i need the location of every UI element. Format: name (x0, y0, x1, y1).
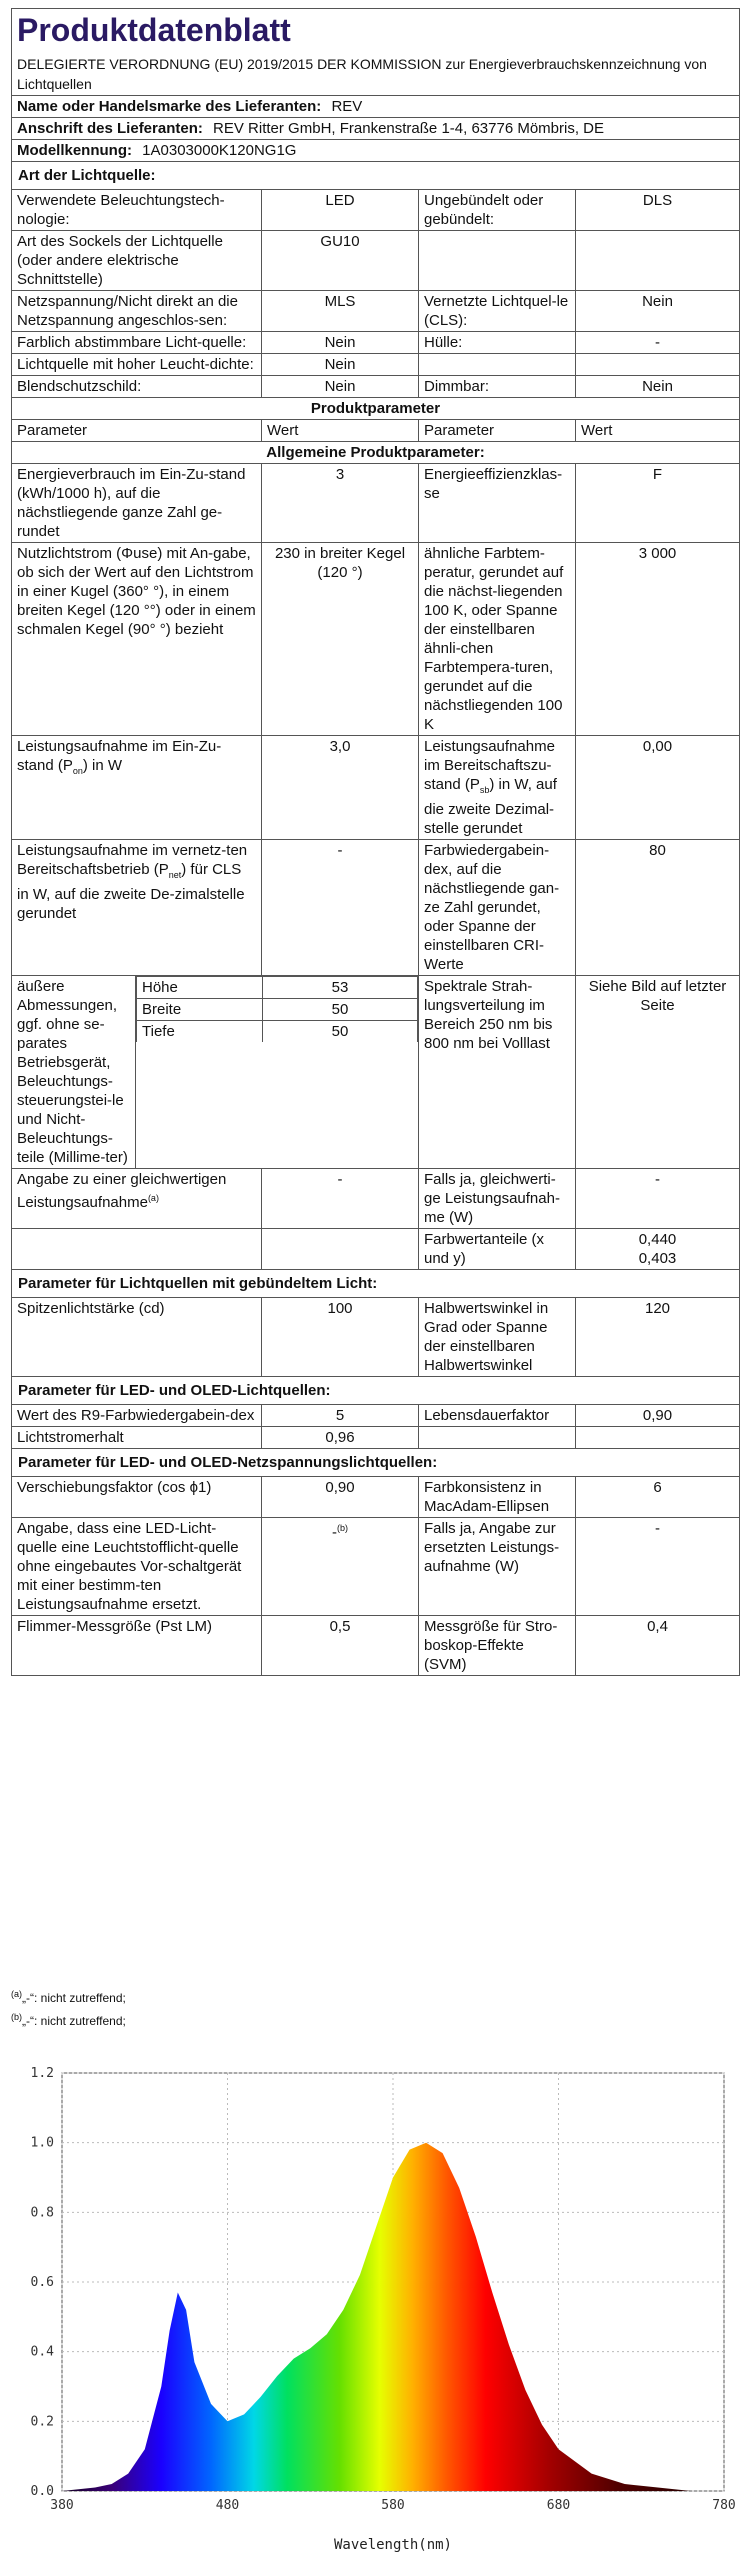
color-consistency-value: 6 (576, 1477, 740, 1518)
supplier-address-row (12, 118, 740, 140)
height-label: Höhe (137, 977, 263, 999)
lst-row (12, 332, 740, 354)
cct-label: ähnliche Farbtem-peratur, gerundet auf die nächst-liegenden 100 K, oder Spanne der einstellbaren ähnli-chen Farbtempera-turen, gerundet auf die nächstliegenden 100 K (419, 543, 576, 736)
lst-label-2 (419, 354, 576, 376)
spectral-distribution-value: Siehe Bild auf letzter Seite (576, 976, 740, 1169)
energy-class-value: F (576, 464, 740, 543)
lst-row (12, 231, 740, 291)
col-header-value-2: Wert (576, 420, 740, 442)
lst-label: Lichtquelle mit hoher Leucht-dichte: (12, 354, 262, 376)
lst-value: MLS (262, 291, 419, 332)
y-tick-label: 0.6 (30, 2275, 54, 2290)
depth-label: Tiefe (137, 1021, 263, 1043)
standby-power-value: 0,00 (576, 736, 740, 840)
lumen-maintenance-value: 0,96 (262, 1427, 419, 1449)
lst-value: Nein (262, 354, 419, 376)
lst-row (12, 376, 740, 398)
col-header-param-2: Parameter (419, 420, 576, 442)
x-tick-label: 480 (215, 2498, 240, 2513)
replacement-claim-value: -$^{(b)}$ (262, 1518, 419, 1616)
stroboscopic-value: 0,4 (576, 1616, 740, 1676)
lst-label: Art des Sockels der Lichtquelle (oder andere elektrische Schnittstelle) (12, 231, 262, 291)
replacement-claim-label: Angabe, dass eine LED-Licht-quelle eine Leuchtstofflicht-quelle ohne eingebautes Vor-schaltgerät mit einer bestimm-ten Leistungsaufnahme ersetzt. (12, 1518, 262, 1616)
lst-value-2: Nein (576, 291, 740, 332)
width-label: Breite (137, 999, 263, 1021)
product-params-heading: Produktparameter (12, 398, 740, 420)
displacement-factor-label: Verschiebungsfaktor (cos ϕ1) (12, 1477, 262, 1518)
r9-value: 5 (262, 1405, 419, 1427)
lst-value: Nein (262, 332, 419, 354)
footnote-b: $^{(b)}$„-“: nicht zutreffend; (11, 2012, 126, 2028)
lst-value-2 (576, 354, 740, 376)
model-value: 1A0303000K120NG1G (142, 142, 297, 159)
lst-label-2: Vernetzte Lichtquel-le (CLS): (419, 291, 576, 332)
x-axis-label: Wavelength(nm) (333, 2537, 453, 2553)
displacement-factor-value: 0,90 (262, 1477, 419, 1518)
supplier-name-value: REV (331, 98, 363, 115)
chromaticity-label: Farbwertanteile (x und y) (419, 1229, 576, 1270)
beam-angle-value: 120 (576, 1298, 740, 1377)
replacement-power-label: Falls ja, Angabe zur ersetzten Leistungs-aufnahme (W) (419, 1518, 576, 1616)
y-tick-label: 0.0 (30, 2484, 54, 2499)
chromaticity-x: 0,440 (638, 1231, 677, 1248)
lst-label-2 (419, 231, 576, 291)
dimensions-grid (136, 976, 419, 1169)
led-params-heading: Parameter für LED- und OLED-Lichtquellen: (12, 1377, 740, 1405)
col-header-value: Wert (262, 420, 419, 442)
width-value: 50 (263, 999, 418, 1021)
chromaticity-value (576, 1229, 740, 1270)
footnote-a: $^{(a)}$„-“: nicht zutreffend; (11, 1989, 126, 2005)
lst-value: LED (262, 190, 419, 231)
cri-value: 80 (576, 840, 740, 976)
lst-value-2 (576, 231, 740, 291)
power-on-label: Leistungsaufnahme im Ein-Zu-stand $(P_{on})$ in W (12, 736, 262, 840)
light-source-type-heading: Art der Lichtquelle: (12, 162, 740, 190)
energy-class-label: Energieeffizienzklas-se (419, 464, 576, 543)
col-header-param: Parameter (12, 420, 262, 442)
header-cell (12, 9, 740, 96)
flicker-value: 0,5 (262, 1616, 419, 1676)
x-tick-label: 380 (50, 2498, 74, 2513)
spectrum-chart (0, 2055, 751, 2560)
product-data-sheet (11, 8, 739, 1676)
lst-row (12, 291, 740, 332)
energy-consumption-value: 3 (262, 464, 419, 543)
standby-power-label: Leistungsaufnahme im Bereitschaftszu-stand $(P_{sb})$ in W, auf die zweite Dezimal-stelle gerundet (419, 736, 576, 840)
flicker-label: Flimmer-Messgröße (Pst LM) (12, 1616, 262, 1676)
y-tick-label: 0.8 (30, 2205, 54, 2221)
lst-label-2: Hülle: (419, 332, 576, 354)
x-tick-label: 580 (381, 2498, 405, 2513)
supplier-address-value: REV Ritter GmbH, Frankenstraße 1-4, 63776 Mömbris, DE (213, 120, 605, 137)
lst-row (12, 190, 740, 231)
peak-intensity-value: 100 (262, 1298, 419, 1377)
equivalent-power-claim-label: Angabe zu einer gleichwertigen Leistungsaufnahme$^{(a)}$ (12, 1169, 262, 1229)
networked-standby-label: Leistungsaufnahme im vernetz-ten Bereitschaftsbetrieb $(P_{net})$ für CLS in W, auf die zweite De-zimalstelle gerundet (12, 840, 262, 976)
lst-label-2: Ungebündelt oder gebündelt: (419, 190, 576, 231)
supplier-address-label: Anschrift des Lieferanten: (17, 120, 203, 137)
color-consistency-label: Farbkonsistenz in MacAdam-Ellipsen (419, 1477, 576, 1518)
y-tick-label: 0.4 (30, 2344, 54, 2360)
r9-label: Wert des R9-Farbwiedergabein-dex (12, 1405, 262, 1427)
energy-consumption-label: Energieverbrauch im Ein-Zu-stand (kWh/1000 h), auf die nächstliegende ganze Zahl ge-rundet (12, 464, 262, 543)
height-value: 53 (263, 977, 418, 999)
beam-angle-label: Halbwertswinkel in Grad oder Spanne der einstellbaren Halbwertswinkel (419, 1298, 576, 1377)
survival-factor-label: Lebensdauerfaktor (419, 1405, 576, 1427)
lst-label: Verwendete Beleuchtungstech-nologie: (12, 190, 262, 231)
survival-factor-value: 0,90 (576, 1405, 740, 1427)
footnotes (11, 1985, 126, 2031)
spectral-distribution-label: Spektrale Strah-lungsverteilung im Bereich 250 nm bis 800 nm bei Volllast (419, 976, 576, 1169)
lst-value-2: DLS (576, 190, 740, 231)
model-label: Modellkennung: (17, 142, 132, 159)
power-on-value: 3,0 (262, 736, 419, 840)
peak-intensity-label: Spitzenlichtstärke (cd) (12, 1298, 262, 1377)
regulation-text: DELEGIERTE VERORDNUNG (EU) 2019/2015 DER KOMMISSION zur Energieverbrauchskennzeichnung von Lichtquellen (17, 56, 707, 92)
luminous-flux-value: 230 in breiter Kegel (120 °) (262, 543, 419, 736)
lst-label-2: Dimmbar: (419, 376, 576, 398)
lst-label: Netzspannung/Nicht direkt an die Netzspannung angeschlos-sen: (12, 291, 262, 332)
cct-value: 3 000 (576, 543, 740, 736)
y-tick-label: 1.0 (30, 2135, 54, 2151)
equivalent-power-value: - (576, 1169, 740, 1229)
replacement-power-value: - (576, 1518, 740, 1616)
lst-value: GU10 (262, 231, 419, 291)
page-title: Produktdatenblatt (17, 12, 291, 48)
equivalent-power-claim-value: - (262, 1169, 419, 1229)
networked-standby-value: - (262, 840, 419, 976)
lst-label: Blendschutzschild: (12, 376, 262, 398)
lst-label: Farblich abstimmbare Licht-quelle: (12, 332, 262, 354)
data-table (11, 8, 740, 1676)
chromaticity-y: 0,403 (638, 1250, 677, 1267)
dls-params-heading: Parameter für Lichtquellen mit gebündeltem Licht: (12, 1270, 740, 1298)
y-tick-label: 1.2 (30, 2066, 54, 2081)
lst-row (12, 354, 740, 376)
mains-params-heading: Parameter für LED- und OLED-Netzspannungslichtquellen: (12, 1449, 740, 1477)
stroboscopic-label: Messgröße für Stro-boskop-Effekte (SVM) (419, 1616, 576, 1676)
model-row (12, 140, 740, 162)
supplier-name-label: Name oder Handelsmarke des Lieferanten: (17, 98, 322, 115)
equivalent-power-label: Falls ja, gleichwerti-ge Leistungsaufnah-me (W) (419, 1169, 576, 1229)
general-params-heading: Allgemeine Produktparameter: (12, 442, 740, 464)
x-tick-label: 780 (712, 2498, 736, 2513)
lst-value-2: Nein (576, 376, 740, 398)
lst-value: Nein (262, 376, 419, 398)
luminous-flux-label: Nutzlichtstrom (Φuse) mit An-gabe, ob sich der Wert auf den Lichtstrom in einer Kugel (360° °), in einem breiten Kegel (120 °°) oder in einem schmalen Kegel (90° °) bezieht (12, 543, 262, 736)
lumen-maintenance-label: Lichtstromerhalt (12, 1427, 262, 1449)
lst-value-2: - (576, 332, 740, 354)
y-tick-label: 0.2 (30, 2414, 54, 2430)
cri-label: Farbwiedergabein-dex, auf die nächstliegende gan-ze Zahl gerundet, oder Spanne der einstellbaren CRI-Werte (419, 840, 576, 976)
x-tick-label: 680 (546, 2498, 571, 2513)
supplier-name-row (12, 96, 740, 118)
depth-value: 50 (263, 1021, 418, 1043)
dimensions-label: äußere Abmessungen, ggf. ohne se-parates Betriebsgerät, Beleuchtungs-steuerungstei-le und Nicht-Beleuchtungs-teile (Millime-ter) (12, 976, 136, 1169)
